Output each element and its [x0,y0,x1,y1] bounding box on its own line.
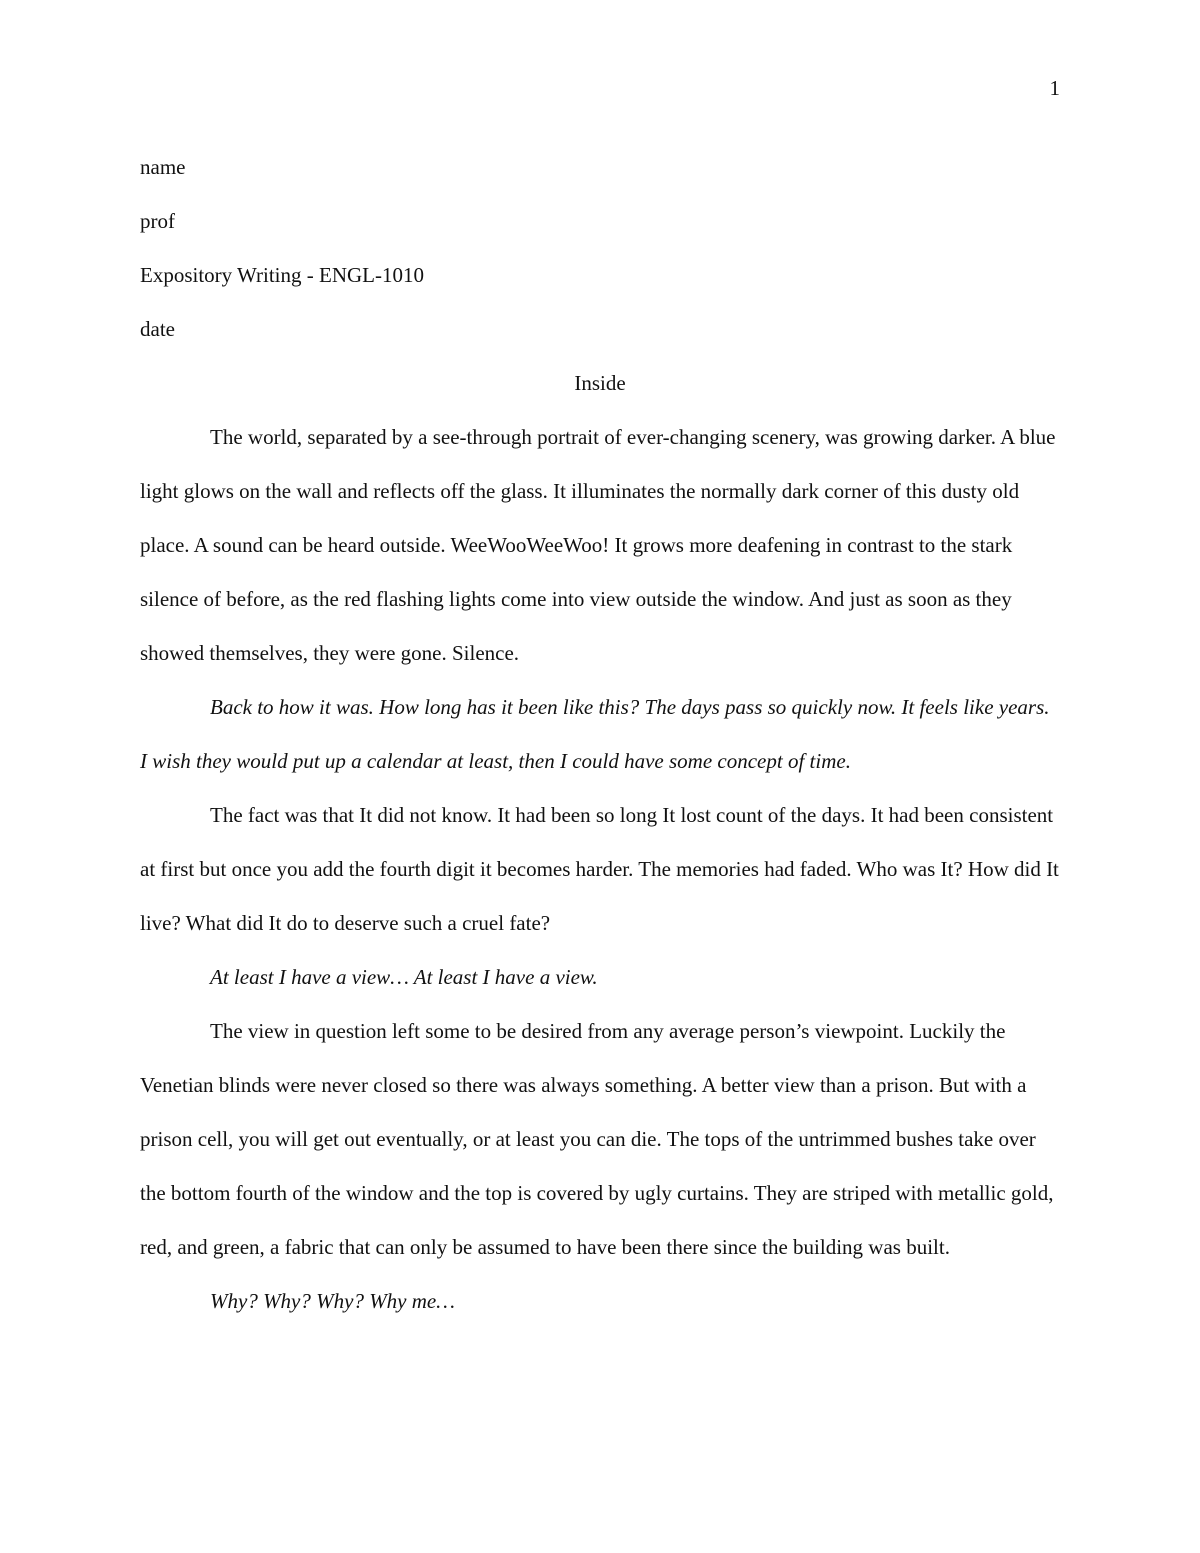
page-number: 1 [1049,76,1060,100]
professor-name: prof [140,209,175,233]
paragraph: The fact was that It did not know. It had been so long It lost count of the days. It had been consistent at first but once you add the fourth digit it becomes harder. The memories had faded. Who was It? How did It live? What did It do to deserve such a cruel fate? [140,803,1059,935]
student-name: name [140,155,186,179]
document-body [140,140,1060,1328]
italic-paragraph: At least I have a view… At least I have a view. [210,965,598,989]
italic-paragraph: Back to how it was. How long has it been like this? The days pass so quickly now. It feels like years. I wish they would put up a calendar at least, then I could have some concept of time. [140,695,1050,773]
course-name: Expository Writing - ENGL-1010 [140,263,424,287]
paragraph: The view in question left some to be desired from any average person’s viewpoint. Luckily the Venetian blinds were never closed so there was always something. A better view than a prison. But with a prison cell, you will get out eventually, or at least you can die. The tops of the untrimmed bushes take over the bottom fourth of the window and the top is covered by ugly curtains. They are striped with metallic gold, red, and green, a fabric that can only be assumed to have been there since the building was built. [140,1019,1054,1259]
essay-title: Inside [574,371,626,395]
italic-paragraph: Why? Why? Why? Why me… [210,1289,455,1313]
paragraph: The world, separated by a see-through portrait of ever-changing scenery, was growing darker. A blue light glows on the wall and reflects off the glass. It illuminates the normally dark corner of this dusty old place. A sound can be heard outside. WeeWooWeeWoo! It grows more deafening in contrast to the stark silence of before, as the red flashing lights come into view outside the window. And just as soon as they showed themselves, they were gone. Silence. [140,425,1056,665]
date-line: date [140,317,175,341]
